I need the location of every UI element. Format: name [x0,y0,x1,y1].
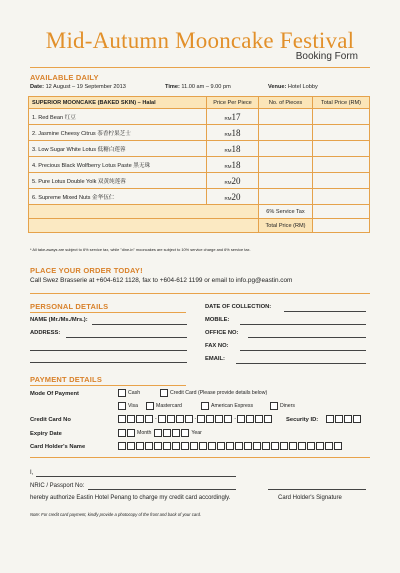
payment-heading: PAYMENT DETAILS [30,375,103,384]
col-pieces: No. of Pieces [259,97,313,109]
card-number-boxes[interactable]: - - - [118,415,273,423]
time-info: Time: 11.00 am – 9.00 pm [165,84,231,90]
security-label: Security ID: [286,417,319,423]
diners-checkbox[interactable] [270,402,278,410]
expiry-month-boxes[interactable]: Month Year [118,429,202,437]
col-price: Price Per Piece [207,97,259,109]
order-divider [30,293,370,294]
total-row [29,219,370,233]
table-row [29,141,370,157]
total-input[interactable] [313,157,370,173]
personal-heading: PERSONAL DETAILS [30,302,109,311]
table-row [29,157,370,173]
item-price: RM18 [207,141,259,157]
cash-option[interactable]: Cash [118,389,140,397]
amex-option[interactable]: American Express [201,402,253,410]
total-input[interactable] [313,141,370,157]
name-field[interactable] [92,324,187,325]
item-price: RM17 [207,109,259,125]
date-info: Date: 12 August – 19 September 2013 [30,84,126,90]
table-row [29,173,370,189]
service-tax-label: 6% Service Tax [259,205,313,219]
address-field[interactable] [66,337,187,338]
amex-checkbox[interactable] [201,402,209,410]
office-label: OFFICE NO: [205,330,239,336]
page-subtitle: Booking Form [295,51,358,62]
item-label: 4. Precious Black Wolfberry Lotus Paste 黑无珠 [29,157,207,173]
col-total: Total Price (RM) [313,97,370,109]
office-field[interactable] [248,337,366,338]
item-label: 2. Jasmine Cheesy Citrus 茶香柠果芝士 [29,125,207,141]
pieces-input[interactable] [259,141,313,157]
fax-field[interactable] [240,350,366,351]
visa-checkbox[interactable] [118,402,126,410]
mooncake-order-table [28,96,370,233]
date-collection-label: DATE OF COLLECTION: [205,304,272,310]
security-id-boxes[interactable] [326,415,362,423]
mastercard-option[interactable]: Mastercard [146,402,182,410]
authorize-text: hereby authorize Eastin Hotel Penang to charge my credit card accordingly. [30,495,231,501]
item-label: 5. Pure Lotus Double Yolk 双黄纯莲蓉 [29,173,207,189]
service-tax-input[interactable] [313,205,370,219]
total-label: Total Price (RM) [259,219,313,233]
pieces-input[interactable] [259,189,313,205]
mobile-label: MOBILE: [205,317,230,323]
item-label: 1. Red Bean 红豆 [29,109,207,125]
nric-label: NRIC / Passport No: [30,483,85,489]
email-label: EMAIL: [205,356,225,362]
table-row [29,125,370,141]
address-field-2[interactable] [30,350,187,351]
mobile-field[interactable] [240,324,366,325]
total-input[interactable] [313,125,370,141]
venue-info: Venue: Hotel Lobby [268,84,318,90]
item-price: RM20 [207,173,259,189]
title-divider [30,67,370,68]
mode-label: Mode Of Payment [30,391,79,397]
available-heading: AVAILABLE DAILY [30,73,99,82]
nric-field[interactable] [88,489,236,490]
col-mooncake: SUPERIOR MOONCAKE (BAKED SKIN) – Halal [29,97,207,109]
table-row [29,189,370,205]
i-name-field[interactable] [36,476,236,477]
credit-card-checkbox[interactable] [160,389,168,397]
total-input[interactable] [313,173,370,189]
item-label: 6. Supreme Mixed Nuts 金华伍仁 [29,189,207,205]
pieces-input[interactable] [259,157,313,173]
item-price: RM18 [207,157,259,173]
card-no-label: Credit Card No [30,417,71,423]
date-collection-field[interactable] [284,311,366,312]
holder-name-label: Card Holder's Name [30,444,86,450]
mastercard-checkbox[interactable] [146,402,154,410]
card-note: Note: For credit card payment, kindly provide a photocopy of the front and back of your card. [30,512,202,517]
credit-card-option[interactable]: Credit Card (Please provide details below) [160,389,267,397]
pieces-input[interactable] [259,125,313,141]
tax-note: * All take-aways are subject to 6% service tax, while "dine-in" mooncakes are subject to 10% service charge and 6% service tax. [30,247,251,252]
signature-field[interactable] [268,489,366,490]
grand-total-input[interactable] [313,219,370,233]
order-heading: PLACE YOUR ORDER TODAY! [30,266,143,275]
i-label: I, [30,470,34,476]
table-row [29,109,370,125]
expiry-label: Expiry Date [30,431,62,437]
diners-option[interactable]: Diners [270,402,295,410]
total-input[interactable] [313,189,370,205]
page-title: Mid-Autumn Mooncake Festival [45,28,355,53]
pieces-input[interactable] [259,173,313,189]
address-label: ADDRESS: [30,330,61,336]
signature-label: Card Holder's Signature [278,495,342,501]
service-tax-row [29,205,370,219]
item-price: RM20 [207,189,259,205]
item-label: 3. Low Sugar White Lotus 低糖白莲蓉 [29,141,207,157]
cash-checkbox[interactable] [118,389,126,397]
order-contact-text: Call Swez Brasserie at +604-612 1128, fax to +604-612 1199 or email to info.pg@eastin.com [30,277,293,284]
email-field[interactable] [236,363,366,364]
holder-name-boxes[interactable] [118,442,343,450]
address-field-3[interactable] [30,362,187,363]
item-price: RM18 [207,125,259,141]
total-input[interactable] [313,109,370,125]
name-label: NAME (Mr./Ms./Mrs.): [30,317,88,323]
payment-divider [30,457,370,458]
fax-label: FAX NO: [205,343,229,349]
visa-option[interactable]: Visa [118,402,138,410]
pieces-input[interactable] [259,109,313,125]
